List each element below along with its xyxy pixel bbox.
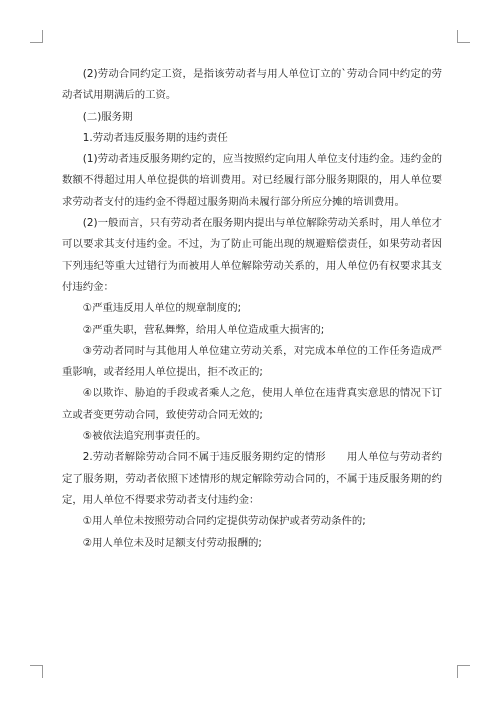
- paragraph-liquidated-damages: (1)劳动者违反服务期约定的，应当按照约定向用人单位支付违约金。违约金的数额不得超过用人单位提供的培训费用。对已经履行部分服务期限的，用人单位要求劳动者支付的违约金不得超过服务期尚未履行部分所应分摊的培训费用。: [62, 153, 442, 208]
- subheading-non-breach-cases: 2.劳动者解除劳动合同不属于违反服务期约定的情形 用人单位与劳动者约定了服务期，劳动者依照下述情形的规定解除劳动合同的，不属于违反服务期的约定，用人单位不得要求劳动者支付违约金：: [62, 451, 442, 506]
- list-item-4: ④以欺诈、胁迫的手段或者乘人之危，使用人单位在违背真实意思的情况下订立或者变更劳动合同，致使劳动合同无效的;: [62, 387, 442, 421]
- list-item-1: ①严重违反用人单位的规章制度的;: [82, 302, 242, 315]
- list-item-a: ①用人单位未按照劳动合同约定提供劳动保护或者劳动条件的;: [82, 515, 366, 528]
- subheading-breach-liability: 1.劳动者违反服务期的违约责任: [82, 131, 228, 144]
- list-item-2: ②严重失职，营私舞弊，给用人单位造成重大损害的;: [82, 323, 325, 336]
- crop-mark-bottom-left: [30, 665, 43, 678]
- document-body: [62, 64, 442, 554]
- crop-mark-top-left: [30, 30, 43, 43]
- crop-mark-bottom-right: [457, 665, 470, 678]
- section-heading-service-period: (二)服务期: [82, 110, 133, 123]
- paragraph-wage-definition: (2)劳动合同约定工资，是指该劳动者与用人单位订立的`劳动合同中约定的劳动者试用期满后的工资。: [62, 68, 442, 102]
- list-item-5: ⑤被依法追究刑事责任的。: [82, 430, 207, 443]
- crop-mark-top-right: [457, 30, 470, 43]
- list-item-b: ②用人单位未及时足额支付劳动报酬的;: [82, 536, 262, 549]
- list-item-3: ③劳动者同时与其他用人单位建立劳动关系，对完成本单位的工作任务造成严重影响，或者经用人单位提出，拒不改正的;: [62, 344, 442, 379]
- paragraph-general-rule: (2)一般而言，只有劳动者在服务期内提出与单位解除劳动关系时，用人单位才可以要求其支付违约金。不过，为了防止可能出现的规避赔偿责任，如果劳动者因下列违纪等重大过错行为而被用人单位解除劳动关系的，用人单位仍有权要求其支付违约金：: [62, 217, 442, 293]
